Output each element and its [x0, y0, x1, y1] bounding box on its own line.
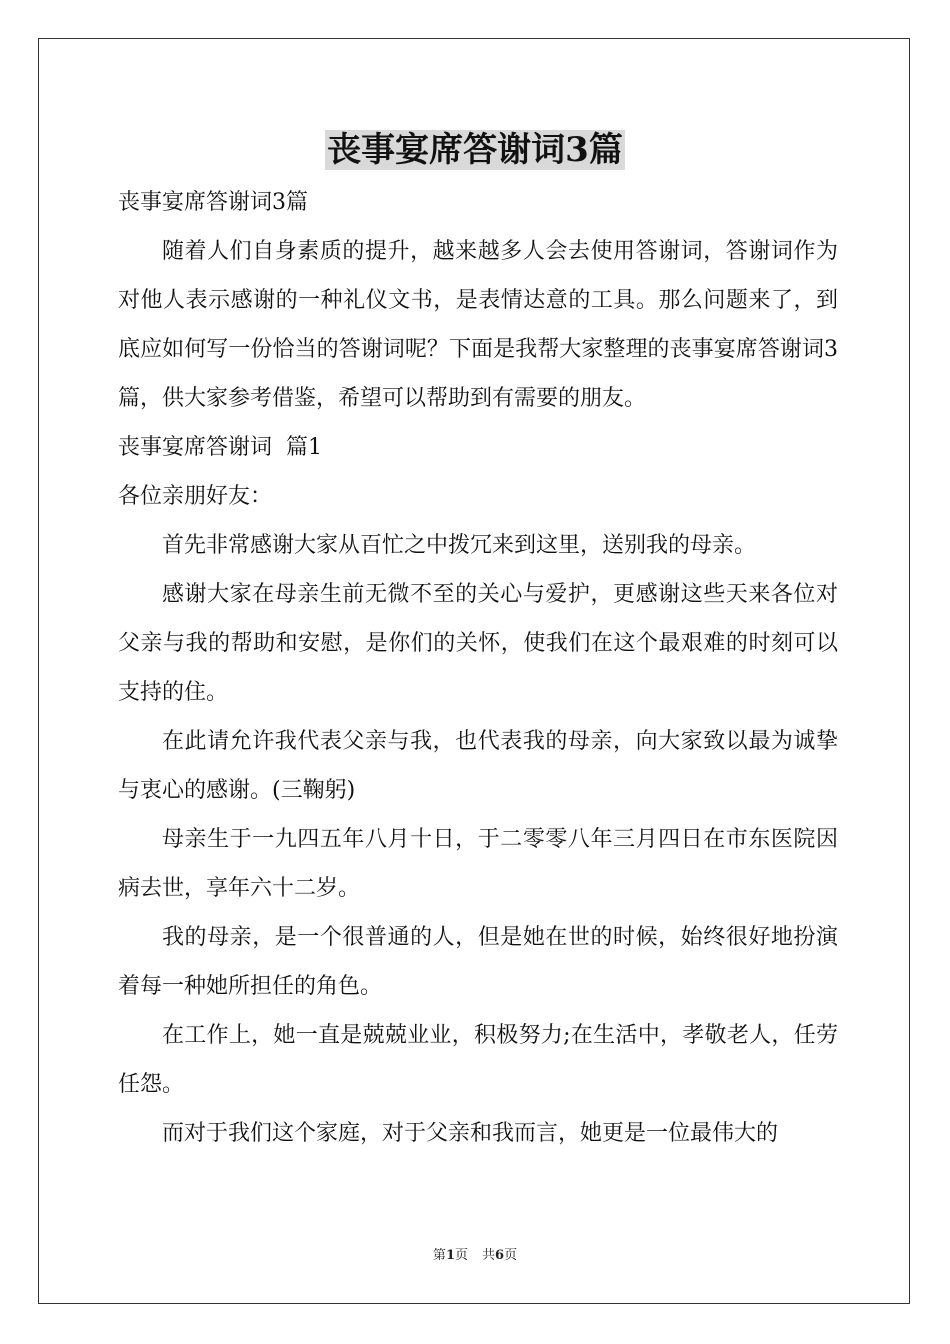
total-suffix: 页 [504, 1248, 518, 1263]
greeting: 各位亲朋好友： [118, 484, 273, 509]
total-pages: 6 [495, 1248, 505, 1263]
page-prefix: 第 [432, 1248, 446, 1263]
body-paragraph: 感谢大家在母亲生前无微不至的关心与爱护，更感谢这些天来各位对父亲与我的帮助和安慰，是你们的关怀，使我们在这个最艰难的时刻可以支持的住。 [118, 582, 838, 705]
page-footer [0, 1247, 950, 1265]
body-paragraph: 在工作上，她一直是兢兢业业，积极努力;在生活中，孝敬老人，任劳任怨。 [118, 1023, 838, 1097]
body-paragraph: 在此请允许我代表父亲与我，也代表我的母亲，向大家致以最为诚挚与衷心的感谢。(三鞠躬) [118, 729, 838, 803]
page-number: 1 [445, 1248, 455, 1263]
section-heading: 丧事宴席答谢词 篇1 [118, 435, 322, 460]
body-paragraph: 而对于我们这个家庭，对于父亲和我而言，她更是一位最伟大的 [162, 1121, 779, 1146]
document-title-text: 丧事宴席答谢词3篇 [327, 130, 623, 170]
document-title [0, 128, 950, 172]
body-paragraph: 首先非常感谢大家从百忙之中拨冗来到这里，送别我的母亲。 [162, 533, 757, 558]
page-suffix: 页 [454, 1248, 468, 1263]
intro-paragraph: 随着人们自身素质的提升，越来越多人会去使用答谢词，答谢词作为对他人表示感谢的一种礼仪文书，是表情达意的工具。那么问题来了，到底应如何写一份恰当的答谢词呢？下面是我帮大家整理的丧事宴席答谢词3篇，供大家参考借鉴，希望可以帮助到有需要的朋友。 [118, 239, 838, 411]
body-paragraph: 我的母亲，是一个很普通的人，但是她在世的时候，始终很好地扮演着每一种她所担任的角色。 [118, 925, 838, 999]
document-body [118, 178, 838, 1158]
document-subtitle: 丧事宴席答谢词3篇 [118, 190, 308, 215]
body-paragraph: 母亲生于一九四五年八月十日，于二零零八年三月四日在市东医院因病去世，享年六十二岁。 [118, 827, 838, 901]
total-prefix: 共 [482, 1248, 496, 1263]
